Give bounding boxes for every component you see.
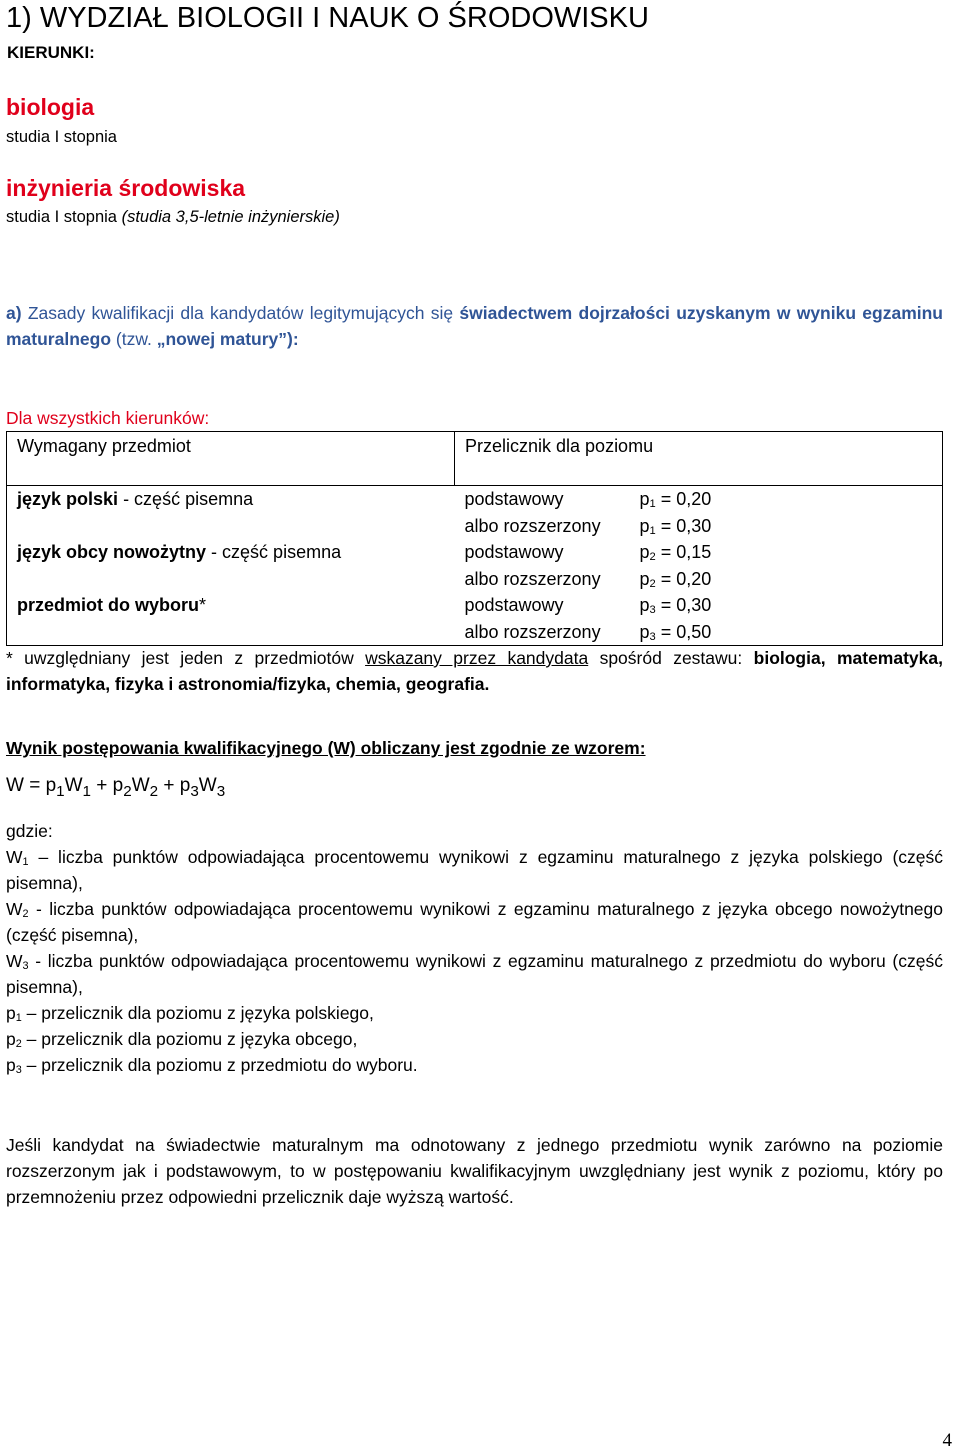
table-row [7, 619, 943, 646]
majors-label: KIERUNKI: [7, 43, 95, 62]
definition-item: $p_2$ – przelicznik dla poziomu z języka obcego, [6, 1029, 358, 1050]
formula: $W = p_1W_1 + p_2W_2 + p_3W_3$ [6, 775, 226, 800]
definitions-list [6, 844, 943, 1078]
definition-item: $W_1$ – liczba punktów odpowiadająca procentowemu wynikowi z egzaminu maturalnego z języka polskiego (część pisemna), [6, 847, 943, 893]
table-row [7, 539, 943, 566]
multiplier-cell: $p_3 = 0,30$ [630, 592, 943, 619]
subject-cell: język polski - część pisemna [7, 486, 455, 513]
definition-item: $W_3$ - liczba punktów odpowiadająca procentowemu wynikowi z egzaminu maturalnego z przedmiotu do wyboru (część pisemna), [6, 951, 943, 997]
level-cell: albo rozszerzony [464, 568, 601, 589]
multiplier-cell: $p_1 = 0,30$ [630, 513, 943, 540]
table-row [7, 486, 943, 513]
major-desc-environmental-eng: studia I stopnia (studia 3,5-letnie inżynierskie) [6, 208, 340, 226]
major-name-biology: biologia [6, 94, 95, 120]
table-row [7, 513, 943, 540]
level-cell: podstawowy [455, 486, 630, 513]
major-name-environmental-eng: inżynieria środowiska [6, 175, 246, 201]
definition-item: $W_2$ - liczba punktów odpowiadająca procentowemu wynikowi z egzaminu maturalnego z języka obcego nowożytnego (część pisemna), [6, 899, 943, 945]
level-cell: albo rozszerzony [464, 515, 601, 536]
level-cell: podstawowy [464, 542, 564, 562]
level-cell: podstawowy [464, 595, 564, 615]
final-paragraph: Jeśli kandydat na świadectwie maturalnym ma odnotowany z jednego przedmiotu wynik zarówno na poziomie rozszerzonym jak i podstawowym, to w postępowaniu kwalifikacyjnym uwzględniany jest wynik z poziomu, który po przemnożeniu przez odpowiedni przelicznik daje wyższą wartość. [6, 1135, 943, 1207]
requirements-table [6, 431, 943, 646]
subject-cell: przedmiot do wyboru* [7, 592, 455, 619]
table-row [7, 592, 943, 619]
definition-item: $p_3$ – przelicznik dla poziomu z przedmiotu do wyboru. [6, 1055, 418, 1076]
all-majors-label: Dla wszystkich kierunków: [6, 408, 210, 428]
multiplier-cell: $p_2 = 0,20$ [630, 566, 943, 593]
footnote: * uwzględniany jest jeden z przedmiotów wskazany przez kandydata spośród zestawu: biologia, matematyka, informatyka, fizyka i astronomia/fizyka, chemia, geografia. [6, 648, 943, 694]
subject-cell: język obcy nowożytny - część pisemna [7, 539, 455, 566]
multiplier-cell: $p_2 = 0,15$ [630, 539, 943, 566]
faculty-title: 1) WYDZIAŁ BIOLOGII I NAUK O ŚRODOWISKU [6, 2, 649, 34]
multiplier-cell: $p_1 = 0,20$ [630, 486, 943, 513]
section-a-heading: a) Zasady kwalifikacji dla kandydatów legitymujących się świadectwem dojrzałości uzyskanym w wyniku egzaminu maturalnego (tzw. „nowej matury”): [6, 303, 943, 349]
header-level-multiplier: Przelicznik dla poziomu [455, 432, 943, 486]
table-row [7, 566, 943, 593]
header-required-subject: Wymagany przedmiot [7, 432, 455, 486]
result-heading: Wynik postępowania kwalifikacyjnego (W) obliczany jest zgodnie ze wzorem: [6, 738, 646, 758]
page-number: 4 [942, 1430, 952, 1451]
definition-item: $p_1$ – przelicznik dla poziomu z języka polskiego, [6, 1003, 374, 1024]
table-header-row [7, 432, 943, 486]
where-label: gdzie: [6, 821, 53, 841]
level-cell: albo rozszerzony [455, 619, 630, 646]
multiplier-cell: $p_3 = 0,50$ [630, 619, 943, 646]
major-desc-biology: studia I stopnia [6, 128, 117, 146]
